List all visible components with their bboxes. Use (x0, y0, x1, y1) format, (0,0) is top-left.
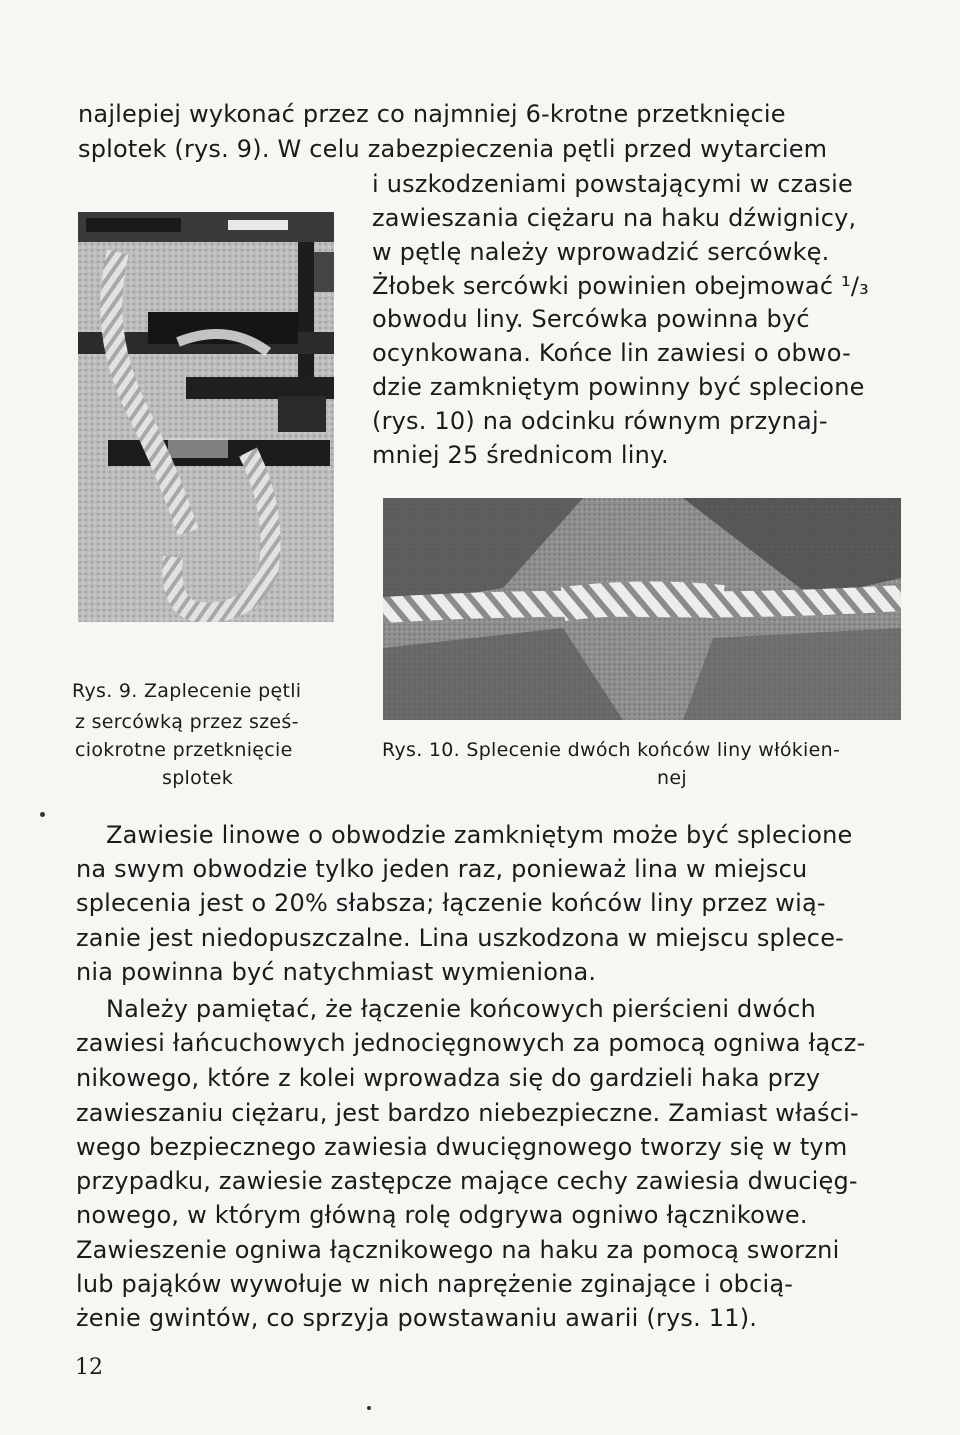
text-line: zanie jest niedopuszczalne. Lina uszkodzona w miejscu splece- (76, 924, 845, 952)
text-line: przypadku, zawiesie zastępcze mające cechy zawiesia dwucięg- (76, 1167, 858, 1195)
figure-9-caption: Rys. 9. Zaplecenie pętli (72, 680, 302, 702)
text-line: splotek (rys. 9). W celu zabezpieczenia pętli przed wytarciem (78, 135, 828, 163)
page-number: 12 (75, 1355, 103, 1380)
text-line: i uszkodzeniami powstającymi w czasie (372, 170, 853, 198)
text-line: wego bezpiecznego zawiesia dwucięgnowego tworzy się w tym (76, 1133, 848, 1161)
text-line: mniej 25 średnicom liny. (372, 441, 669, 469)
print-speck (40, 812, 45, 817)
text-line: (rys. 10) na odcinku równym przynaj- (372, 407, 828, 435)
figure-9-rope-loop-photo (78, 212, 334, 622)
text-line: zawieszania ciężaru na haku dźwignicy, (372, 204, 857, 232)
text-line: nia powinna być natychmiast wymieniona. (76, 958, 597, 986)
text-line: nowego, w którym główną rolę odgrywa ogniwo łącznikowe. (76, 1201, 808, 1229)
text-line: Zawieszenie ogniwa łącznikowego na haku za pomocą sworzni (76, 1236, 840, 1264)
text-line: Należy pamiętać, że łączenie końcowych pierścieni dwóch (106, 995, 817, 1023)
text-line: w pętlę należy wprowadzić sercówkę. (372, 238, 830, 266)
figure-9-caption: splotek (162, 767, 234, 789)
text-line: Zawiesie linowe o obwodzie zamkniętym może być splecione (106, 821, 853, 849)
figure-10-rope-splice-photo (383, 498, 901, 720)
figure-10-caption: Rys. 10. Splecenie dwóch końców liny włókien- (382, 739, 841, 761)
figure-10-caption: nej (657, 767, 687, 789)
text-line: obwodu liny. Sercówka powinna być (372, 305, 810, 333)
text-line: nikowego, które z kolei wprowadza się do gardzieli haka przy (76, 1064, 821, 1092)
text-line: żenie gwintów, co sprzyja powstawaniu awarii (rys. 11). (76, 1304, 758, 1332)
text-line: splecenia jest o 20% słabsza; łączenie końców liny przez wią- (76, 889, 826, 917)
text-line: dzie zamkniętym powinny być splecione (372, 373, 865, 401)
text-line: na swym obwodzie tylko jeden raz, ponieważ lina w miejscu (76, 855, 808, 883)
text-line: lub pająków wywołuje w nich naprężenie zginające i obcią- (76, 1270, 794, 1298)
text-line: zawieszaniu ciężaru, jest bardzo niebezpieczne. Zamiast właści- (76, 1099, 859, 1127)
print-speck (367, 1406, 371, 1410)
figure-9-caption: z sercówką przez sześ- (75, 711, 299, 733)
figure-9-caption: ciokrotne przetknięcie (75, 739, 293, 761)
text-line: Żłobek sercówki powinien obejmować ¹/₃ (372, 272, 869, 300)
text-line: ocynkowana. Końce lin zawiesi o obwo- (372, 339, 851, 367)
text-line: zawiesi łańcuchowych jednocięgnowych za pomocą ogniwa łącz- (76, 1029, 866, 1057)
text-line: najlepiej wykonać przez co najmniej 6-krotne przetknięcie (78, 100, 786, 128)
